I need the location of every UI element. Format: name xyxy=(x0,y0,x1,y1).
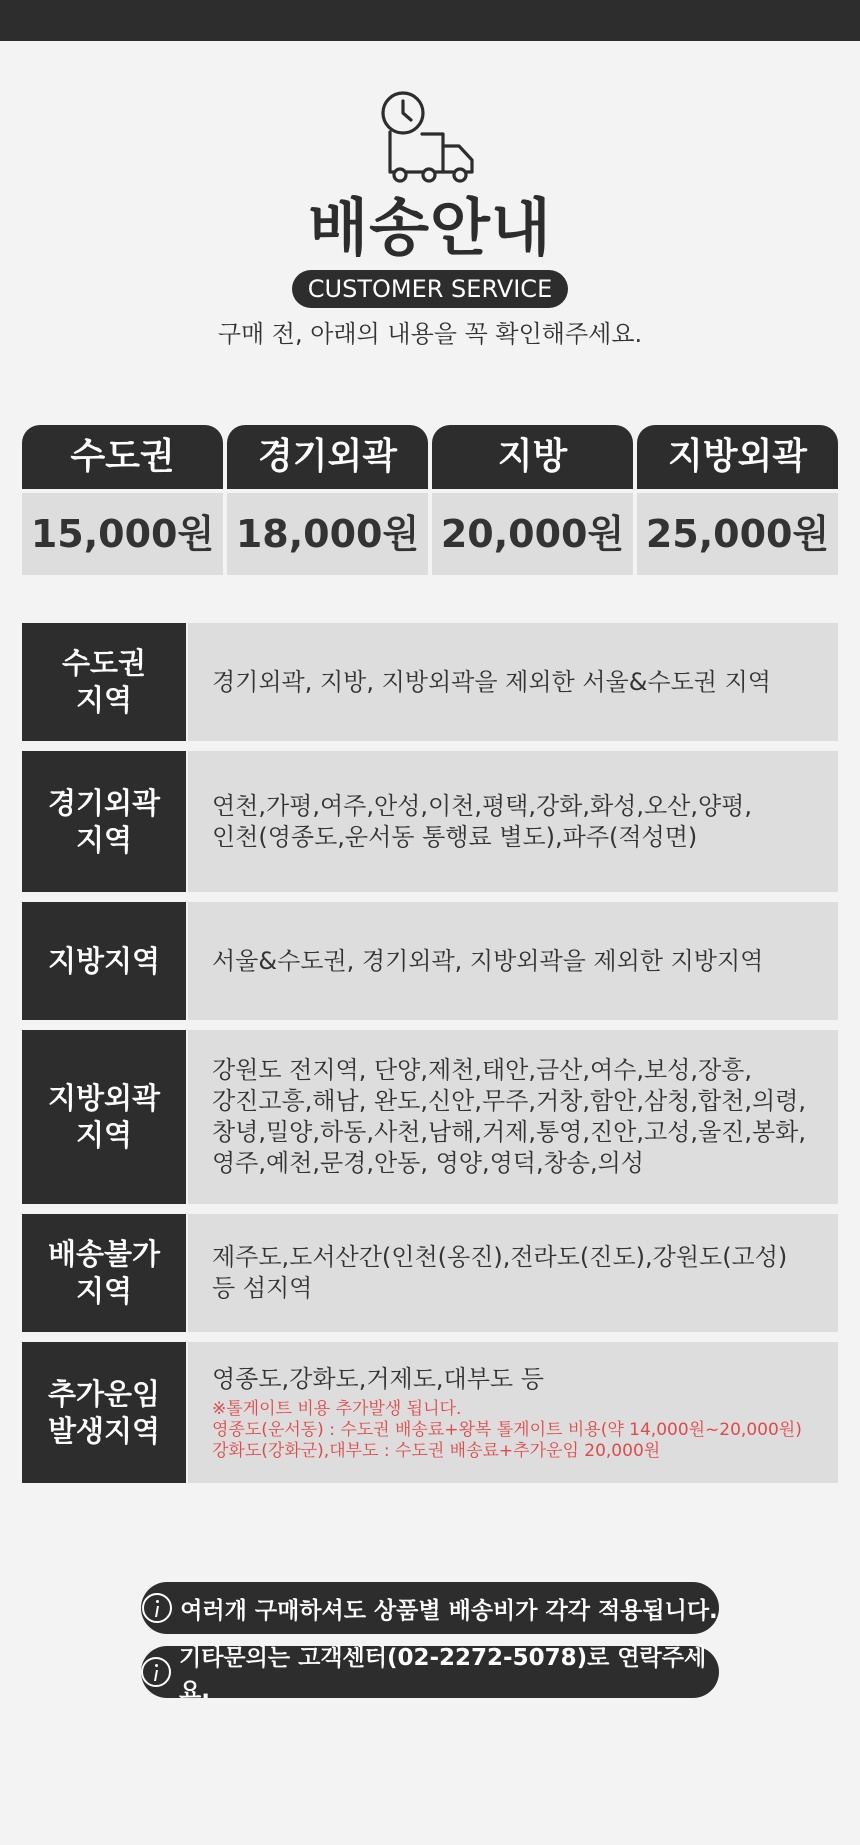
rate-region-label: 수도권 xyxy=(22,425,223,489)
region-label-line: 수도권 xyxy=(61,646,147,680)
tollgate-note: ※톨게이트 비용 추가발생 됩니다. xyxy=(212,1398,462,1419)
region-text-line: 인천(영종도,운서동 통행료 별도),파주(적성면) xyxy=(212,822,698,851)
rate-column xyxy=(22,425,223,575)
delivery-truck-clock-icon xyxy=(380,90,480,188)
region-label-line: 지역 xyxy=(75,822,133,857)
notice-text: 여러개 구매하셔도 상품별 배송비가 각각 적용됩니다. xyxy=(180,1597,718,1624)
region-description xyxy=(188,902,838,1020)
notice-banner xyxy=(141,1645,719,1704)
notice-list xyxy=(0,1582,860,1710)
region-label-line: 지역 xyxy=(75,1274,133,1308)
customer-service-badge: CUSTOMER SERVICE xyxy=(292,270,568,308)
region-label xyxy=(22,751,186,892)
region-label xyxy=(22,902,186,1020)
region-description xyxy=(188,623,838,741)
region-text-line: 등 섬지역 xyxy=(212,1274,313,1302)
region-text-line: 연천,가평,여주,안성,이천,평택,강화,화성,오산,양평, xyxy=(212,791,752,820)
rate-column xyxy=(227,425,428,575)
region-description xyxy=(188,751,838,892)
tollgate-note: 강화도(강화군),대부도 : 수도권 배송료+추가운임 20,000원 xyxy=(212,1440,661,1461)
region-row-undeliverable xyxy=(22,1214,838,1332)
region-text-line: 강원도 전지역, 단양,제천,태안,금산,여수,보성,장흥, xyxy=(212,1056,752,1084)
rate-region-label: 경기외곽 xyxy=(227,425,428,489)
tollgate-note: 영종도(운서동) : 수도권 배송료+왕복 톨게이트 비용(약 14,000원~20,000원) xyxy=(212,1419,802,1440)
region-text-line: 제주도,도서산간(인천(옹진),전라도(진도),강원도(고성) xyxy=(212,1243,788,1271)
region-label xyxy=(22,1214,186,1332)
rate-price: 25,000원 xyxy=(637,493,838,575)
region-label xyxy=(22,623,186,741)
subtitle: 구매 전, 아래의 내용을 꼭 확인해주세요. xyxy=(217,320,643,348)
region-label-line: 배송불가 xyxy=(47,1237,161,1271)
region-text-line: 강진고흥,해남, 완도,신안,무주,거창,함안,삼청,합천,의령, xyxy=(212,1087,806,1115)
notice-text: 기타문의는 고객센터(02-2272-5078)로 연락주세요. xyxy=(179,1645,707,1704)
region-label xyxy=(22,1030,186,1204)
region-label-line: 경기외곽 xyxy=(47,785,161,820)
region-row-extra-fee xyxy=(22,1342,838,1483)
region-text-line: 서울&수도권, 경기외곽, 지방외곽을 제외한 지방지역 xyxy=(212,946,764,975)
region-row-capital xyxy=(22,623,838,741)
header xyxy=(0,90,860,350)
rate-price: 20,000원 xyxy=(432,493,633,575)
region-text-line: 영종도,강화도,거제도,대부도 등 xyxy=(212,1364,544,1393)
rate-region-label: 지방 xyxy=(432,425,633,489)
region-description xyxy=(188,1342,838,1483)
top-bar xyxy=(0,0,860,41)
info-icon xyxy=(141,1657,171,1687)
notice-banner xyxy=(141,1582,719,1634)
region-label xyxy=(22,1342,186,1483)
rate-column xyxy=(432,425,633,575)
rate-price: 15,000원 xyxy=(22,493,223,575)
rate-region-label: 지방외곽 xyxy=(637,425,838,489)
region-label-line: 지방지역 xyxy=(47,943,161,978)
rate-column xyxy=(637,425,838,575)
region-description xyxy=(188,1030,838,1204)
region-text-line: 영주,예천,문경,안동, 영양,영덕,창송,의성 xyxy=(212,1149,644,1177)
region-label-line: 지역 xyxy=(75,683,132,717)
region-label-line: 발생지역 xyxy=(47,1413,161,1448)
region-row-provincial xyxy=(22,902,838,1020)
region-row-provincial-outer xyxy=(22,1030,838,1204)
info-icon xyxy=(142,1593,172,1623)
page-title: 배송안내 xyxy=(308,191,552,264)
shipping-rate-table xyxy=(22,425,838,575)
region-label-line: 지역 xyxy=(75,1118,133,1152)
region-table xyxy=(22,623,838,1493)
region-label-line: 추가운임 xyxy=(47,1376,161,1411)
region-label-line: 지방외곽 xyxy=(47,1081,161,1115)
region-text-line: 경기외곽, 지방, 지방외곽을 제외한 서울&수도권 지역 xyxy=(212,667,771,696)
region-text-line: 창녕,밀양,하동,사천,남해,거제,통영,진안,고성,울진,봉화, xyxy=(212,1118,806,1146)
region-row-gyeonggi-outer xyxy=(22,751,838,892)
region-description xyxy=(188,1214,838,1332)
rate-price: 18,000원 xyxy=(227,493,428,575)
